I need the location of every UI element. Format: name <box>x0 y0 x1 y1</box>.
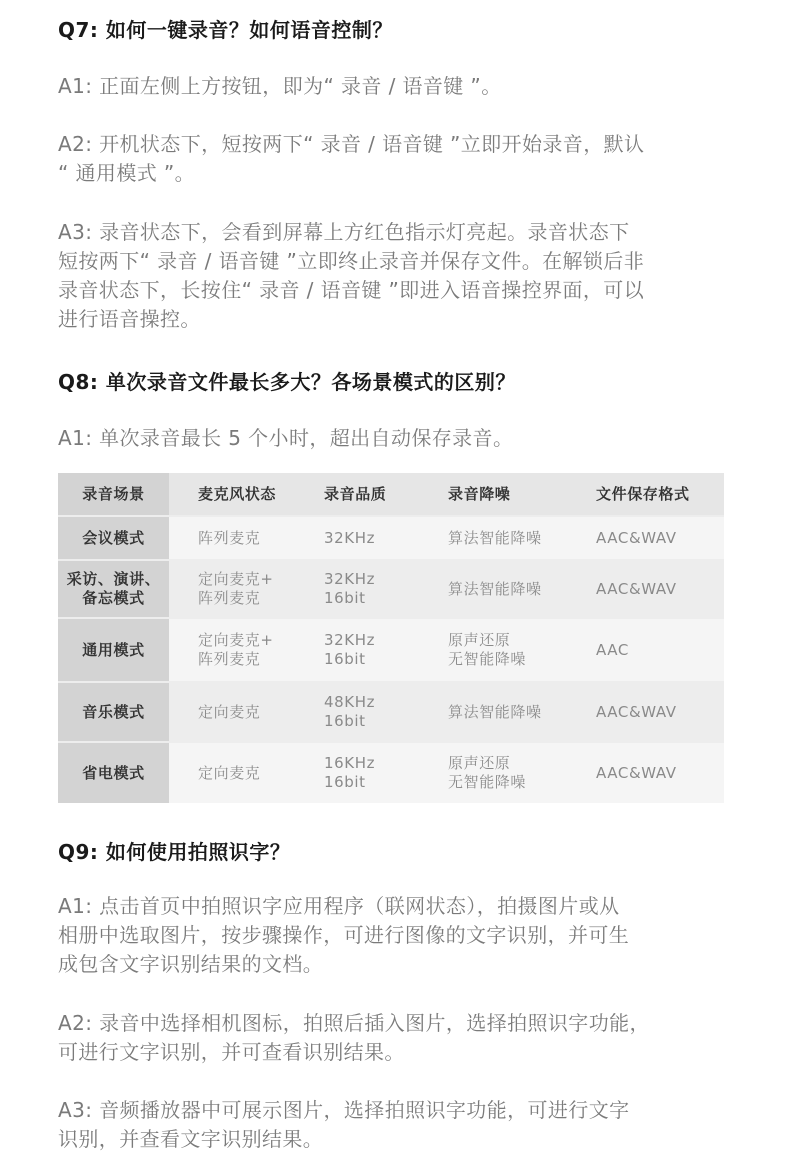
cell-noise <box>448 517 542 559</box>
cell-noise <box>448 683 542 741</box>
q7-answer-2 <box>58 130 748 188</box>
cell-line: 原声还原 <box>448 631 511 649</box>
cell-line: 定向麦克+ <box>198 631 274 649</box>
cell-line: 算法智能降噪 <box>448 579 542 598</box>
cell-format <box>596 561 677 617</box>
cell-line: 16bit <box>324 773 366 791</box>
cell-line: 16bit <box>324 650 366 668</box>
cell-line: 16bit <box>324 712 366 730</box>
cell-quality <box>324 619 375 681</box>
cell-scene <box>58 619 169 681</box>
table-header-row <box>58 473 724 515</box>
answer-line: 可进行文字识别，并可查看识别结果。 <box>58 1040 405 1064</box>
cell-line: AAC <box>596 640 629 659</box>
answer-line: 成包含文字识别结果的文档。 <box>58 952 324 976</box>
cell-line: 定向麦克+ <box>198 570 274 588</box>
q8-answer-1 <box>58 424 748 453</box>
cell-mic <box>198 517 260 559</box>
cell-line: 原声还原 <box>448 754 511 772</box>
cell-line: 无智能降噪 <box>448 650 527 668</box>
cell-line: 通用模式 <box>82 640 145 659</box>
answer-line: “ 通用模式 ”。 <box>58 161 196 185</box>
cell-line: 算法智能降噪 <box>448 702 542 721</box>
cell-line: 音乐模式 <box>82 702 145 721</box>
cell-noise <box>448 619 526 681</box>
answer-line: A1: 正面左侧上方按钮，即为“ 录音 / 语音键 ”。 <box>58 74 502 98</box>
cell-format <box>596 517 677 559</box>
cell-scene <box>58 561 169 617</box>
cell-line: 采访、演讲、 <box>66 570 161 588</box>
cell-scene <box>58 683 169 741</box>
header-noise <box>448 473 510 515</box>
cell-quality <box>324 743 375 803</box>
answer-line: 录音状态下，长按住“ 录音 / 语音键 ”即进入语音操控界面，可以 <box>58 278 645 302</box>
cell-line: 32KHz <box>324 528 376 547</box>
answer-line: 识别，并查看文字识别结果。 <box>58 1127 324 1151</box>
answer-line: A3: 音频播放器中可展示图片，选择拍照识字功能，可进行文字 <box>58 1098 630 1122</box>
cell-quality <box>324 683 375 741</box>
header-quality <box>324 473 386 515</box>
cell-line: AAC&WAV <box>596 763 677 782</box>
cell-line: 无智能降噪 <box>448 773 527 791</box>
cell-line: 32KHz <box>324 570 376 588</box>
header-text: 录音降噪 <box>448 484 511 503</box>
q9-answer-3 <box>58 1096 748 1154</box>
cell-line: 16KHz <box>324 754 376 772</box>
cell-line: AAC&WAV <box>596 579 677 598</box>
cell-line: 48KHz <box>324 693 376 711</box>
cell-line: AAC&WAV <box>596 528 677 547</box>
answer-line: A1: 点击首页中拍照识字应用程序（联网状态），拍摄图片或从 <box>58 894 620 918</box>
header-mic <box>198 473 276 515</box>
cell-mic <box>198 743 260 803</box>
recording-modes-table <box>58 473 724 803</box>
answer-line: A1: 单次录音最长 5 个小时，超出自动保存录音。 <box>58 426 514 450</box>
cell-format <box>596 743 677 803</box>
cell-line: 阵列麦克 <box>198 650 261 668</box>
table-row <box>58 561 724 617</box>
cell-quality <box>324 517 375 559</box>
cell-noise <box>448 561 542 617</box>
cell-line: 定向麦克 <box>198 702 261 721</box>
cell-line: AAC&WAV <box>596 702 677 721</box>
cell-quality <box>324 561 375 617</box>
cell-format <box>596 619 629 681</box>
header-text: 录音场景 <box>82 484 145 503</box>
cell-line: 省电模式 <box>82 763 145 782</box>
answer-line: A2: 开机状态下，短按两下“ 录音 / 语音键 ”立即开始录音，默认 <box>58 132 645 156</box>
cell-mic <box>198 683 260 741</box>
q8-question: Q8: 单次录音文件最长多大？各场景模式的区别？ <box>58 370 516 394</box>
table-row <box>58 619 724 681</box>
cell-line: 会议模式 <box>82 528 145 547</box>
header-text: 录音品质 <box>324 484 387 503</box>
cell-scene <box>58 517 169 559</box>
q9-answer-2 <box>58 1009 748 1067</box>
answer-line: A3: 录音状态下，会看到屏幕上方红色指示灯亮起。录音状态下 <box>58 220 630 244</box>
answer-line: 短按两下“ 录音 / 语音键 ”立即终止录音并保存文件。在解锁后非 <box>58 249 645 273</box>
cell-noise <box>448 743 526 803</box>
table-row <box>58 517 724 559</box>
answer-line: 相册中选取图片，按步骤操作，可进行图像的文字识别，并可生 <box>58 923 630 947</box>
table-row <box>58 743 724 803</box>
answer-line: 进行语音操控。 <box>58 307 201 331</box>
cell-mic <box>198 619 274 681</box>
q9-answer-1 <box>58 892 748 979</box>
q9-question: Q9: 如何使用拍照识字？ <box>58 840 291 864</box>
q7-question: Q7: 如何一键录音？如何语音控制？ <box>58 18 393 42</box>
header-format <box>596 473 690 515</box>
cell-scene <box>58 743 169 803</box>
cell-line: 定向麦克 <box>198 763 261 782</box>
cell-line: 算法智能降噪 <box>448 528 542 547</box>
cell-line: 阵列麦克 <box>198 589 261 607</box>
header-text: 麦克风状态 <box>198 484 277 503</box>
cell-format <box>596 683 677 741</box>
cell-line: 阵列麦克 <box>198 528 261 547</box>
cell-mic <box>198 561 274 617</box>
cell-line: 16bit <box>324 589 366 607</box>
cell-line: 备忘模式 <box>82 589 145 607</box>
answer-line: A2: 录音中选择相机图标，拍照后插入图片，选择拍照识字功能， <box>58 1011 650 1035</box>
q7-answer-3 <box>58 218 748 334</box>
table-row <box>58 683 724 741</box>
cell-line: 32KHz <box>324 631 376 649</box>
q7-answer-1 <box>58 72 748 101</box>
header-scene <box>58 473 169 515</box>
header-text: 文件保存格式 <box>596 484 690 503</box>
